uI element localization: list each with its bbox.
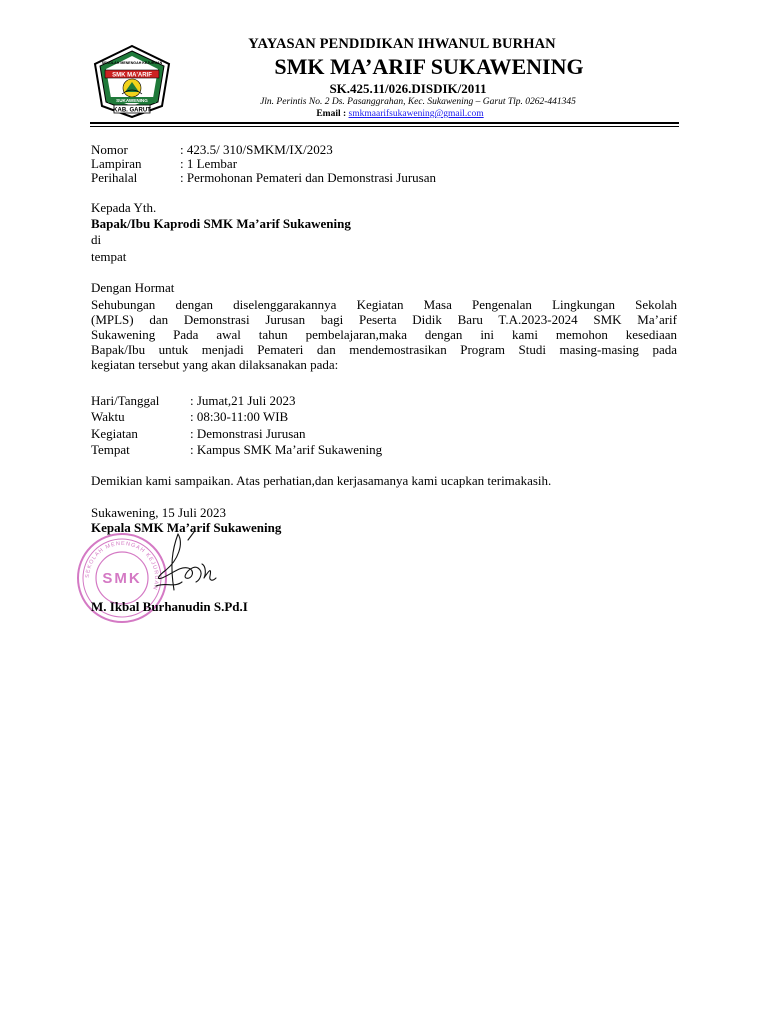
recipient-place: tempat — [91, 249, 127, 264]
school-address: Jln. Perintis No. 2 Ds. Pasanggrahan, Kec. Sukawening – Garut Tlp. 0262-441345 — [260, 97, 576, 107]
handwritten-signature — [148, 530, 220, 594]
place-date: Sukawening, 15 Juli 2023 — [91, 505, 227, 520]
nomor-value: : 423.5/ 310/SMKM/IX/2023 — [180, 142, 333, 157]
recipient-name: Bapak/Ibu Kaprodi SMK Ma’arif Sukawening — [91, 216, 351, 231]
paragraph-line: Sehubungan dengan diselenggarakannya Kegiatan Masa Pengenalan Lingkungan Sekolah — [91, 297, 677, 312]
day-value: : Jumat,21 Juli 2023 — [190, 393, 296, 408]
logo-top-text: SEKOLAH MENENGAH KEJURUAN — [101, 61, 163, 65]
place-value: : Kampus SMK Ma’arif Sukawening — [190, 442, 383, 457]
activity-value: : Demonstrasi Jurusan — [190, 426, 306, 441]
lampiran-label: Lampiran — [91, 156, 142, 171]
time-value: : 08:30-11:00 WIB — [190, 409, 289, 424]
closing-text: Demikian kami sampaikan. Atas perhatian,dan kerjasamanya kami ucapkan terimakasih. — [91, 473, 552, 488]
email-link[interactable]: smkmaarifsukawening@gmail.com — [348, 109, 484, 119]
paragraph-line: kegiatan tersebut yang akan dilaksanakan pada: — [91, 357, 339, 372]
recipient-di: di — [91, 232, 102, 247]
lampiran-value: : 1 Lembar — [180, 156, 238, 171]
day-label: Hari/Tanggal — [91, 393, 160, 408]
perihal-label: Perihalal — [91, 170, 138, 185]
stamp-center-text: SMK — [102, 570, 142, 587]
body-paragraph — [91, 297, 677, 372]
school-logo-icon — [92, 44, 172, 118]
email-line — [275, 109, 525, 119]
paragraph-line: Sukawening Pada awal tahun pembelajaran,maka dengan ini kami memohon kesediaan — [91, 327, 677, 342]
nomor-label: Nomor — [91, 142, 128, 157]
signer-position: Kepala SMK Ma’arif Sukawening — [91, 520, 282, 535]
logo-band-text: SMK MA'ARIF — [112, 72, 152, 79]
perihal-value: : Permohonan Pemateri dan Demonstrasi Jurusan — [180, 170, 436, 185]
recipient-salutation: Kepada Yth. — [91, 200, 157, 215]
signer-name: M. Ikbal Burhanudin S.Pd.I — [91, 599, 248, 614]
logo-place-text: SUKAWENING — [116, 97, 148, 103]
stamp-ring-text: SEKOLAH MENENGAH KEJURUAN — [84, 540, 160, 592]
paragraph-line: (MPLS) dan Demonstrasi Jurusan bagi Peserta Didik Baru T.A.2023-2024 SMK Ma’arif — [91, 312, 677, 327]
place-label: Tempat — [91, 442, 130, 457]
foundation-name: YAYASAN PENDIDIKAN IHWANUL BURHAN — [248, 36, 556, 52]
time-label: Waktu — [91, 409, 125, 424]
letterhead-divider-thick — [90, 122, 679, 124]
email-label: Email : — [316, 109, 349, 119]
logo-region-text: KAB. GARUT — [113, 107, 151, 114]
decree-number: SK.425.11/026.DISDIK/2011 — [329, 81, 487, 96]
school-name: SMK MA’ARIF SUKAWENING — [274, 54, 584, 79]
activity-label: Kegiatan — [91, 426, 138, 441]
greeting: Dengan Hormat — [91, 280, 175, 295]
paragraph-line: Bapak/Ibu untuk menjadi Pemateri dan mendemostrasikan Program Studi masing-masing pada — [91, 342, 677, 357]
letterhead-divider-thin — [90, 126, 679, 127]
